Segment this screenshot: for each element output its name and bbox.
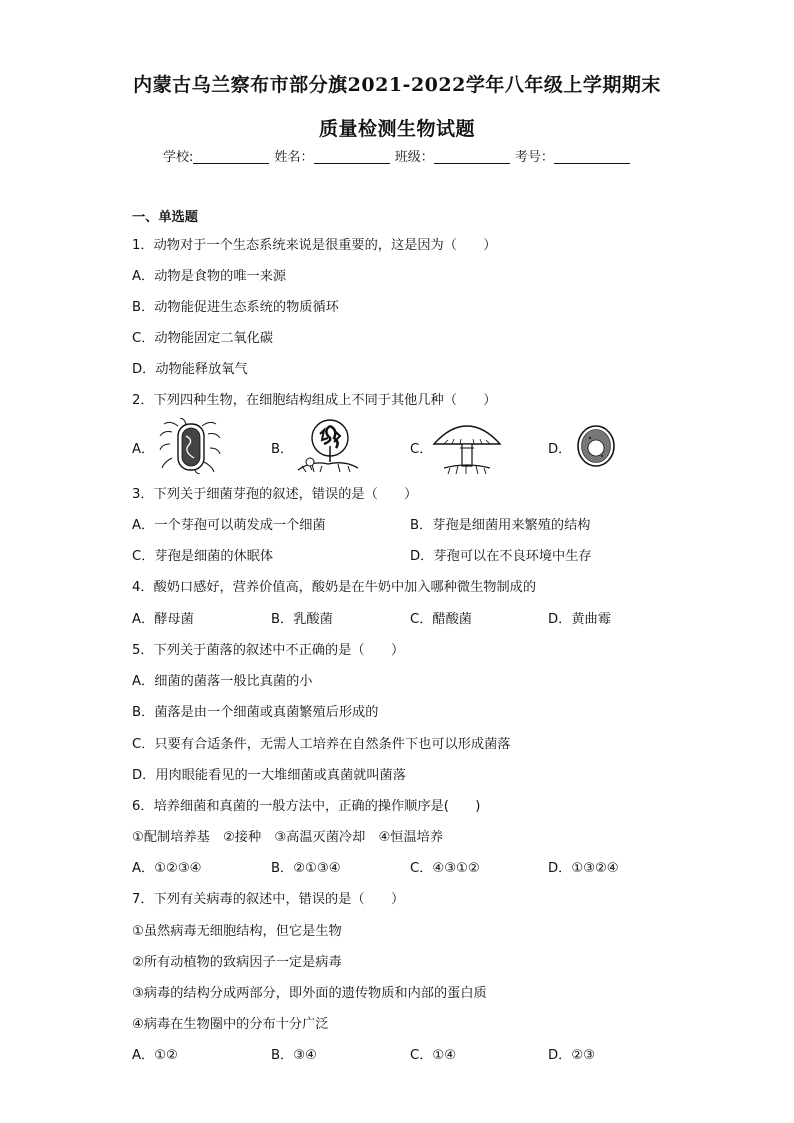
q6-option-d: D．①③②④ [548,861,619,876]
q5-option-d: D．用肉眼能看见的一大堆细菌或真菌就叫菌落 [132,768,406,783]
q3-option-d: D．芽孢可以在不良环境中生存 [410,549,592,564]
q7-statement-2: ②所有动植物的致病因子一定是病毒 [132,955,342,970]
q3-option-c: C．芽孢是细菌的休眠体 [132,549,274,564]
mold-icon [294,418,362,474]
q3-stem: 3．下列关于细菌芽孢的叙述，错误的是（ ） [132,487,418,502]
q4-option-d: D．黄曲霉 [548,612,611,627]
q7-statement-3: ③病毒的结构分成两部分，即外面的遗传物质和内部的蛋白质 [132,986,487,1001]
class-label: 班级： [394,150,434,165]
mushroom-icon [430,424,504,474]
class-blank[interactable] [434,151,510,164]
name-label: 姓名： [274,150,314,165]
q1-option-b: B．动物能促进生态系统的物质循环 [132,300,339,315]
q1-option-a: A．动物是食物的唯一来源 [132,269,287,284]
exam-title-line1: 内蒙古乌兰察布市部分旗2021-2022学年八年级上学期期末 [133,74,661,96]
q3-option-a: A．一个芽孢可以萌发成一个细菌 [132,518,326,533]
exam-number-blank[interactable] [554,151,630,164]
q7-option-b: B．③④ [271,1048,317,1063]
q7-option-a: A．①② [132,1048,178,1063]
q2-option-b: B． [271,442,294,457]
q3-option-b: B．芽孢是细菌用来繁殖的结构 [410,518,591,533]
q2-option-a: A． [132,442,155,457]
q6-option-b: B．②①③④ [271,861,341,876]
q1-option-c: C．动物能固定二氧化碳 [132,331,274,346]
q2-stem: 2．下列四种生物，在细胞结构组成上不同于其他几种（ ） [132,393,497,408]
q6-steps: ①配制培养基 ②接种 ③高温灭菌冷却 ④恒温培养 [132,830,444,845]
q6-option-a: A．①②③④ [132,861,202,876]
q2-option-d: D． [548,442,572,457]
exam-title-line2: 质量检测生物试题 [318,118,475,140]
q5-stem: 5．下列关于菌落的叙述中不正确的是（ ） [132,643,405,658]
q2-option-c: C． [410,442,433,457]
q4-option-a: A．酵母菌 [132,612,194,627]
q4-stem: 4．酸奶口感好，营养价值高，酸奶是在牛奶中加入哪种微生物制成的 [132,580,537,595]
name-blank[interactable] [314,151,390,164]
student-info-row [163,146,631,165]
q1-option-d: D．动物能释放氧气 [132,362,248,377]
exam-number-label: 考号： [514,150,554,165]
q4-option-c: C．醋酸菌 [410,612,472,627]
section-heading: 一、单选题 [132,210,198,225]
q5-option-b: B．菌落是由一个细菌或真菌繁殖后形成的 [132,705,379,720]
q7-stem: 7．下列有关病毒的叙述中，错误的是（ ） [132,892,405,907]
yeast-cell-icon [576,424,616,468]
bacterium-icon [158,418,222,474]
q6-option-c: C．④③①② [410,861,480,876]
q5-option-a: A．细菌的菌落一般比真菌的小 [132,674,313,689]
q7-statement-1: ①虽然病毒无细胞结构，但它是生物 [132,924,342,939]
school-blank[interactable] [193,151,269,164]
q1-stem: 1．动物对于一个生态系统来说是很重要的，这是因为（ ） [132,238,497,253]
q6-stem: 6．培养细菌和真菌的一般方法中，正确的操作顺序是( ) [132,799,481,814]
q7-option-c: C．①④ [410,1048,457,1063]
q4-option-b: B．乳酸菌 [271,612,333,627]
school-label: 学校: [163,150,194,165]
q5-option-c: C．只要有合适条件，无需人工培养在自然条件下也可以形成菌落 [132,737,511,752]
q7-option-d: D．②③ [548,1048,595,1063]
q7-statement-4: ④病毒在生物圈中的分布十分广泛 [132,1017,329,1032]
